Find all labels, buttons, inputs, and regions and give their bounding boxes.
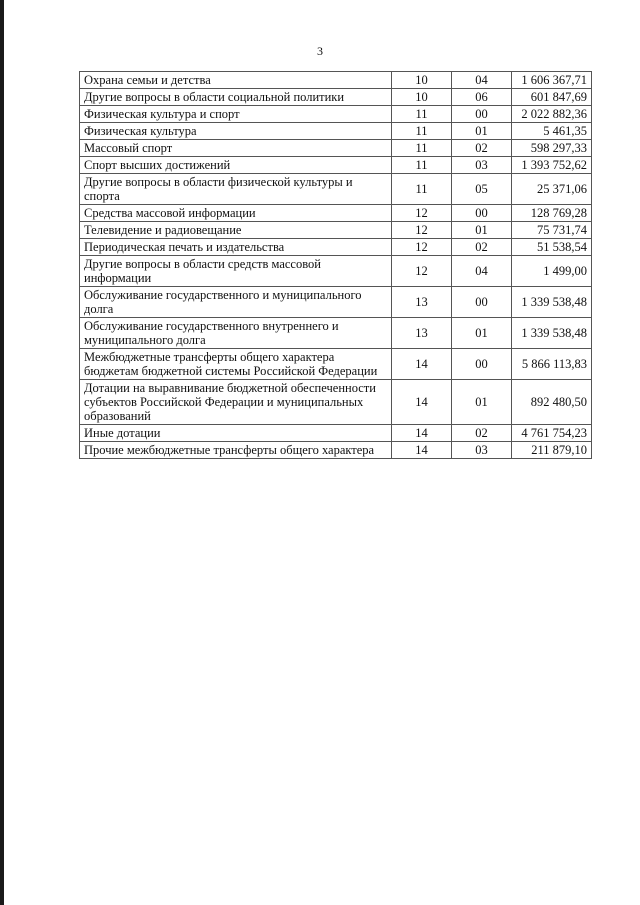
- row-amount-cell: 5 866 113,83: [512, 349, 592, 380]
- table-row: [80, 89, 592, 106]
- table-row: [80, 72, 592, 89]
- table-row: [80, 349, 592, 380]
- row-amount-cell: 1 339 538,48: [512, 287, 592, 318]
- row-amount-cell: 1 393 752,62: [512, 157, 592, 174]
- row-amount-cell: 211 879,10: [512, 442, 592, 459]
- budget-table-body: [80, 72, 592, 459]
- budget-table: [79, 71, 592, 459]
- row-subsection-cell: 06: [452, 89, 512, 106]
- table-row: [80, 222, 592, 239]
- row-amount-cell: 2 022 882,36: [512, 106, 592, 123]
- row-name-cell: Спорт высших достижений: [80, 157, 392, 174]
- row-name-cell: Физическая культура: [80, 123, 392, 140]
- row-amount-cell: 1 339 538,48: [512, 318, 592, 349]
- table-row: [80, 425, 592, 442]
- row-section-cell: 12: [392, 205, 452, 222]
- row-subsection-cell: 05: [452, 174, 512, 205]
- table-row: [80, 157, 592, 174]
- table-row: [80, 123, 592, 140]
- row-amount-cell: 4 761 754,23: [512, 425, 592, 442]
- row-name-cell: Дотации на выравнивание бюджетной обеспеченности субъектов Российской Федерации и муниципальных образований: [80, 380, 392, 425]
- row-subsection-cell: 02: [452, 140, 512, 157]
- row-section-cell: 10: [392, 89, 452, 106]
- row-subsection-cell: 02: [452, 425, 512, 442]
- row-section-cell: 14: [392, 425, 452, 442]
- row-section-cell: 14: [392, 442, 452, 459]
- row-section-cell: 11: [392, 157, 452, 174]
- row-name-cell: Иные дотации: [80, 425, 392, 442]
- row-amount-cell: 1 499,00: [512, 256, 592, 287]
- row-section-cell: 14: [392, 380, 452, 425]
- row-subsection-cell: 01: [452, 318, 512, 349]
- row-subsection-cell: 01: [452, 123, 512, 140]
- row-amount-cell: 892 480,50: [512, 380, 592, 425]
- row-amount-cell: 601 847,69: [512, 89, 592, 106]
- row-subsection-cell: 01: [452, 222, 512, 239]
- row-section-cell: 12: [392, 222, 452, 239]
- table-row: [80, 174, 592, 205]
- row-name-cell: Другие вопросы в области средств массовой информации: [80, 256, 392, 287]
- row-section-cell: 11: [392, 174, 452, 205]
- row-amount-cell: 51 538,54: [512, 239, 592, 256]
- row-subsection-cell: 03: [452, 442, 512, 459]
- table-row: [80, 106, 592, 123]
- row-name-cell: Другие вопросы в области социальной политики: [80, 89, 392, 106]
- table-row: [80, 287, 592, 318]
- row-amount-cell: 128 769,28: [512, 205, 592, 222]
- row-section-cell: 13: [392, 318, 452, 349]
- table-row: [80, 442, 592, 459]
- row-subsection-cell: 04: [452, 72, 512, 89]
- row-amount-cell: 598 297,33: [512, 140, 592, 157]
- row-amount-cell: 75 731,74: [512, 222, 592, 239]
- row-subsection-cell: 03: [452, 157, 512, 174]
- row-subsection-cell: 04: [452, 256, 512, 287]
- row-name-cell: Физическая культура и спорт: [80, 106, 392, 123]
- row-subsection-cell: 01: [452, 380, 512, 425]
- row-subsection-cell: 00: [452, 205, 512, 222]
- row-name-cell: Другие вопросы в области физической культуры и спорта: [80, 174, 392, 205]
- table-row: [80, 239, 592, 256]
- table-row: [80, 380, 592, 425]
- row-name-cell: Охрана семьи и детства: [80, 72, 392, 89]
- row-name-cell: Телевидение и радиовещание: [80, 222, 392, 239]
- table-row: [80, 256, 592, 287]
- table-row: [80, 140, 592, 157]
- row-name-cell: Межбюджетные трансферты общего характера бюджетам бюджетной системы Российской Федерации: [80, 349, 392, 380]
- row-name-cell: Массовый спорт: [80, 140, 392, 157]
- row-section-cell: 13: [392, 287, 452, 318]
- row-section-cell: 12: [392, 239, 452, 256]
- row-name-cell: Обслуживание государственного внутреннего и муниципального долга: [80, 318, 392, 349]
- row-section-cell: 14: [392, 349, 452, 380]
- row-section-cell: 11: [392, 106, 452, 123]
- row-amount-cell: 5 461,35: [512, 123, 592, 140]
- row-amount-cell: 25 371,06: [512, 174, 592, 205]
- row-subsection-cell: 00: [452, 349, 512, 380]
- row-section-cell: 11: [392, 140, 452, 157]
- row-name-cell: Периодическая печать и издательства: [80, 239, 392, 256]
- row-section-cell: 10: [392, 72, 452, 89]
- row-subsection-cell: 00: [452, 106, 512, 123]
- row-name-cell: Средства массовой информации: [80, 205, 392, 222]
- row-name-cell: Прочие межбюджетные трансферты общего характера: [80, 442, 392, 459]
- row-section-cell: 11: [392, 123, 452, 140]
- page-number: 3: [317, 44, 323, 58]
- row-section-cell: 12: [392, 256, 452, 287]
- table-row: [80, 205, 592, 222]
- row-subsection-cell: 02: [452, 239, 512, 256]
- scan-edge-shadow: [0, 0, 4, 905]
- table-row: [80, 318, 592, 349]
- row-subsection-cell: 00: [452, 287, 512, 318]
- row-amount-cell: 1 606 367,71: [512, 72, 592, 89]
- row-name-cell: Обслуживание государственного и муниципального долга: [80, 287, 392, 318]
